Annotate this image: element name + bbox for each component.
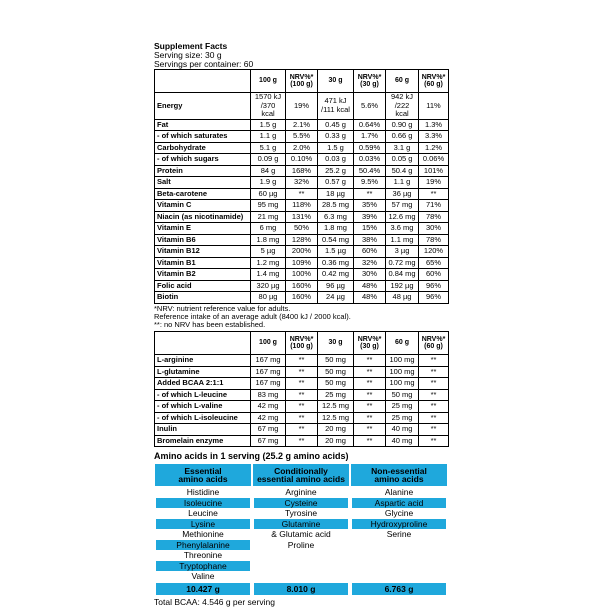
row-value: 0.36 mg [318,257,354,269]
column-header: 30 g [318,70,354,93]
row-value: 1.3% [419,119,449,131]
row-value: 5.6% [354,93,386,120]
servings-per-container: Servings per container: 60 [154,59,254,69]
row-value: 40 mg [386,435,419,447]
row-value: 1.4 mg [251,269,286,281]
column-header: NRV%* (60 g) [419,332,449,355]
row-value: ** [286,389,318,401]
row-value: 0.10% [286,154,318,166]
column-header: NRV%* (100 g) [286,332,318,355]
row-value: ** [286,401,318,413]
row-value: 60% [354,246,386,258]
amino-cell: Proline [252,540,350,551]
amino-cell [350,561,448,572]
row-value: ** [354,378,386,390]
row-value: 0.45 g [318,119,354,131]
row-value: 96% [419,292,449,304]
row-value: 57 mg [386,200,419,212]
amino-cell: & Glutamic acid [252,529,350,540]
row-value: 0.09 g [251,154,286,166]
column-header: 100 g [251,332,286,355]
row-value: ** [354,424,386,436]
row-label: Vitamin C [155,200,251,212]
row-value: 48 µg [386,292,419,304]
row-value: 1.2 mg [251,257,286,269]
row-value: 65% [419,257,449,269]
row-value: 0.54 mg [318,234,354,246]
row-value: 0.66 g [386,131,419,143]
table-row [155,93,449,120]
row-value: 40 mg [386,424,419,436]
row-value: 1.1 g [251,131,286,143]
row-value: 83 mg [251,389,286,401]
row-value: 60% [419,269,449,281]
row-value: 60 µg [251,188,286,200]
row-value: 0.72 mg [386,257,419,269]
note-line: *NRV: nutrient reference value for adults. [154,303,291,313]
row-value: 200% [286,246,318,258]
amino-column-header: Essential amino acids [154,463,252,487]
column-header [155,332,251,355]
table-row [155,200,449,212]
amino-cell: Histidine [154,487,252,498]
row-value: 942 kJ /222 kcal [386,93,419,120]
amino-totals-row [154,582,448,595]
row-value: 21 mg [251,211,286,223]
row-value: 50.4 g [386,165,419,177]
row-value: 1.5 µg [318,246,354,258]
row-value: 50 mg [318,366,354,378]
table-row [155,424,449,436]
row-value: 0.03% [354,154,386,166]
note-line: **: no NRV has been established. [154,319,266,329]
row-value: 100 mg [386,355,419,367]
amino-cell: Glutamine [252,519,350,530]
row-label: Protein [155,165,251,177]
row-label: Carbohydrate [155,142,251,154]
row-value: 67 mg [251,435,286,447]
row-value: ** [286,188,318,200]
row-value: 0.90 g [386,119,419,131]
row-value: 67 mg [251,424,286,436]
row-value: 320 µg [251,280,286,292]
table-row [155,223,449,235]
row-value: 192 µg [386,280,419,292]
row-value: 1.7% [354,131,386,143]
amino-column-header: Non-essential amino acids [350,463,448,487]
row-value: 36 µg [386,188,419,200]
amino-total: 8.010 g [252,582,350,595]
row-value: 0.42 mg [318,269,354,281]
row-value: 1.5 g [318,142,354,154]
row-value: 5 µg [251,246,286,258]
row-value: 6.3 mg [318,211,354,223]
row-value: 25 mg [386,401,419,413]
row-value: 84 g [251,165,286,177]
row-value: ** [286,378,318,390]
row-label: Vitamin B12 [155,246,251,258]
row-value: 131% [286,211,318,223]
row-value: 3.1 g [386,142,419,154]
amino-row [154,487,448,498]
row-value: 118% [286,200,318,212]
row-value: 20 mg [318,424,354,436]
row-value: 96% [419,280,449,292]
row-value: ** [419,435,449,447]
row-value: 109% [286,257,318,269]
table-row [155,269,449,281]
table-row [155,378,449,390]
amino-cell [350,571,448,582]
header-row [155,332,449,355]
row-value: 25.2 g [318,165,354,177]
row-label: Vitamin B1 [155,257,251,269]
amino-cell: Alanine [350,487,448,498]
row-value: ** [354,435,386,447]
row-value: 19% [286,93,318,120]
column-header: NRV%* (30 g) [354,332,386,355]
row-value: 50% [286,223,318,235]
row-value: 3.3% [419,131,449,143]
row-value: 71% [419,200,449,212]
amino-cell: Phenylalanine [154,540,252,551]
amino-cell: Tyrosine [252,508,350,519]
row-value: ** [419,378,449,390]
table-row [155,389,449,401]
row-value: 167 mg [251,366,286,378]
amino-cell: Threonine [154,550,252,561]
row-value: 5.5% [286,131,318,143]
row-value: 0.84 mg [386,269,419,281]
column-header: 60 g [386,70,419,93]
row-label: Vitamin B6 [155,234,251,246]
row-label: Vitamin B2 [155,269,251,281]
row-value: 471 kJ /111 kcal [318,93,354,120]
amino-cell: Valine [154,571,252,582]
table-row [155,292,449,304]
row-value: 25 mg [318,389,354,401]
row-value: 78% [419,234,449,246]
row-value: 42 mg [251,401,286,413]
amino-cell: Glycine [350,508,448,519]
row-value: ** [354,366,386,378]
row-label: Energy [155,93,251,120]
table-row [155,435,449,447]
row-value: 2.0% [286,142,318,154]
row-value: 5.1 g [251,142,286,154]
row-label: Vitamin E [155,223,251,235]
row-value: 42 mg [251,412,286,424]
row-value: ** [419,389,449,401]
row-value: 28.5 mg [318,200,354,212]
row-value: 35% [354,200,386,212]
row-value: 0.59% [354,142,386,154]
row-label: - of which L-isoleucine [155,412,251,424]
row-label: L-arginine [155,355,251,367]
row-value: 100 mg [386,378,419,390]
serving-size: Serving size: 30 g [154,50,222,60]
row-value: 160% [286,280,318,292]
table-row [155,177,449,189]
row-value: ** [419,366,449,378]
amino-row [154,498,448,509]
row-value: ** [354,401,386,413]
amino-header-row [154,463,448,487]
row-value: ** [419,355,449,367]
column-header: 100 g [251,70,286,93]
amino-cell: Cysteine [252,498,350,509]
row-value: ** [419,188,449,200]
row-value: 1.5 g [251,119,286,131]
row-label: - of which L-valine [155,401,251,413]
row-label: Added BCAA 2:1:1 [155,378,251,390]
row-value: 20 mg [318,435,354,447]
amino-row [154,561,448,572]
row-value: 100% [286,269,318,281]
row-value: ** [419,401,449,413]
table-row [155,246,449,258]
table-row [155,211,449,223]
row-value: 120% [419,246,449,258]
column-header: 30 g [318,332,354,355]
row-value: 6 mg [251,223,286,235]
row-label: L-glutamine [155,366,251,378]
table-row [155,165,449,177]
row-value: 80 µg [251,292,286,304]
amino-cell: Lysine [154,519,252,530]
row-label: - of which sugars [155,154,251,166]
column-header: 60 g [386,332,419,355]
table-row [155,355,449,367]
row-value: 0.06% [419,154,449,166]
header-row [155,70,449,93]
row-value: ** [286,435,318,447]
amino-total: 6.763 g [350,582,448,595]
row-value: ** [419,424,449,436]
row-value: 3 µg [386,246,419,258]
row-value: 0.05 g [386,154,419,166]
row-label: - of which saturates [155,131,251,143]
amino-row [154,529,448,540]
table-row [155,280,449,292]
amino-total: 10.427 g [154,582,252,595]
amino-cell: Tryptophane [154,561,252,572]
row-label: Folic acid [155,280,251,292]
nutrition-table [154,69,449,304]
row-label: Biotin [155,292,251,304]
row-value: 38% [354,234,386,246]
amino-row [154,508,448,519]
row-value: 9.5% [354,177,386,189]
row-value: 39% [354,211,386,223]
row-value: 32% [286,177,318,189]
table-row [155,412,449,424]
row-value: 48% [354,280,386,292]
row-value: 96 µg [318,280,354,292]
row-value: ** [286,412,318,424]
note-line: Reference intake of an average adult (8400 kJ / 2000 kcal). [154,311,351,321]
row-value: 24 µg [318,292,354,304]
amino-cell [252,550,350,561]
table-row [155,366,449,378]
amino-acid-table [154,463,448,595]
table-row [155,234,449,246]
amino-cell: Hydroxyproline [350,519,448,530]
column-header: NRV%* (60 g) [419,70,449,93]
table-row [155,131,449,143]
row-value: 160% [286,292,318,304]
row-label: Fat [155,119,251,131]
row-value: 1570 kJ /370 kcal [251,93,286,120]
row-value: 50 mg [386,389,419,401]
amino-cell: Methionine [154,529,252,540]
facts-title: Supplement Facts [154,41,228,51]
amino-row [154,540,448,551]
row-value: ** [354,188,386,200]
amino-title: Amino acids in 1 serving (25.2 g amino acids) [154,451,349,462]
row-value: 1.9 g [251,177,286,189]
row-value: ** [286,366,318,378]
additional-ingredients-table [154,331,449,447]
row-value: 167 mg [251,378,286,390]
amino-cell: Serine [350,529,448,540]
row-label: Beta-carotene [155,188,251,200]
amino-cell: Leucine [154,508,252,519]
table-row [155,142,449,154]
amino-cell: Arginine [252,487,350,498]
amino-cell [350,550,448,561]
amino-cell [252,571,350,582]
row-value: ** [354,412,386,424]
amino-column-header: Conditionally essential amino acids [252,463,350,487]
amino-cell [252,561,350,572]
row-value: 1.1 g [386,177,419,189]
row-value: 25 mg [386,412,419,424]
row-value: ** [419,412,449,424]
row-value: 95 mg [251,200,286,212]
supplement-facts-panel [154,42,448,607]
row-value: ** [286,355,318,367]
row-value: 2.1% [286,119,318,131]
row-value: 100 mg [386,366,419,378]
row-value: 0.03 g [318,154,354,166]
row-value: 50 mg [318,378,354,390]
row-value: 101% [419,165,449,177]
row-value: 30% [354,269,386,281]
row-value: 3.6 mg [386,223,419,235]
row-value: 32% [354,257,386,269]
amino-cell [350,540,448,551]
row-value: 19% [419,177,449,189]
row-value: 48% [354,292,386,304]
row-value: 1.2% [419,142,449,154]
table-row [155,119,449,131]
row-value: 12.6 mg [386,211,419,223]
column-header: NRV%* (100 g) [286,70,318,93]
row-value: 1.8 mg [318,223,354,235]
row-value: ** [354,355,386,367]
row-label: Niacin (as nicotinamide) [155,211,251,223]
row-value: ** [286,424,318,436]
row-value: 50.4% [354,165,386,177]
row-value: 0.33 g [318,131,354,143]
column-header [155,70,251,93]
row-value: 1.1 mg [386,234,419,246]
column-header: NRV%* (30 g) [354,70,386,93]
row-label: Bromelain enzyme [155,435,251,447]
row-label: - of which L-leucine [155,389,251,401]
row-value: 0.64% [354,119,386,131]
row-value: 167 mg [251,355,286,367]
bcaa-total: Total BCAA: 4.546 g per serving [154,596,275,607]
row-value: 78% [419,211,449,223]
row-value: 11% [419,93,449,120]
row-value: 30% [419,223,449,235]
table-row [155,401,449,413]
nrv-notes [154,305,448,330]
row-value: 0.57 g [318,177,354,189]
row-value: 128% [286,234,318,246]
row-value: 1.8 mg [251,234,286,246]
amino-cell: Aspartic acid [350,498,448,509]
row-value: 15% [354,223,386,235]
amino-row [154,571,448,582]
row-label: Inulin [155,424,251,436]
row-value: ** [354,389,386,401]
row-value: 18 µg [318,188,354,200]
facts-header [154,42,448,69]
table-row [155,257,449,269]
row-value: 168% [286,165,318,177]
row-value: 50 mg [318,355,354,367]
row-value: 12.5 mg [318,401,354,413]
amino-cell: Isoleucine [154,498,252,509]
amino-row [154,550,448,561]
row-value: 12.5 mg [318,412,354,424]
row-label: Salt [155,177,251,189]
table-row [155,154,449,166]
table-row [155,188,449,200]
amino-row [154,519,448,530]
